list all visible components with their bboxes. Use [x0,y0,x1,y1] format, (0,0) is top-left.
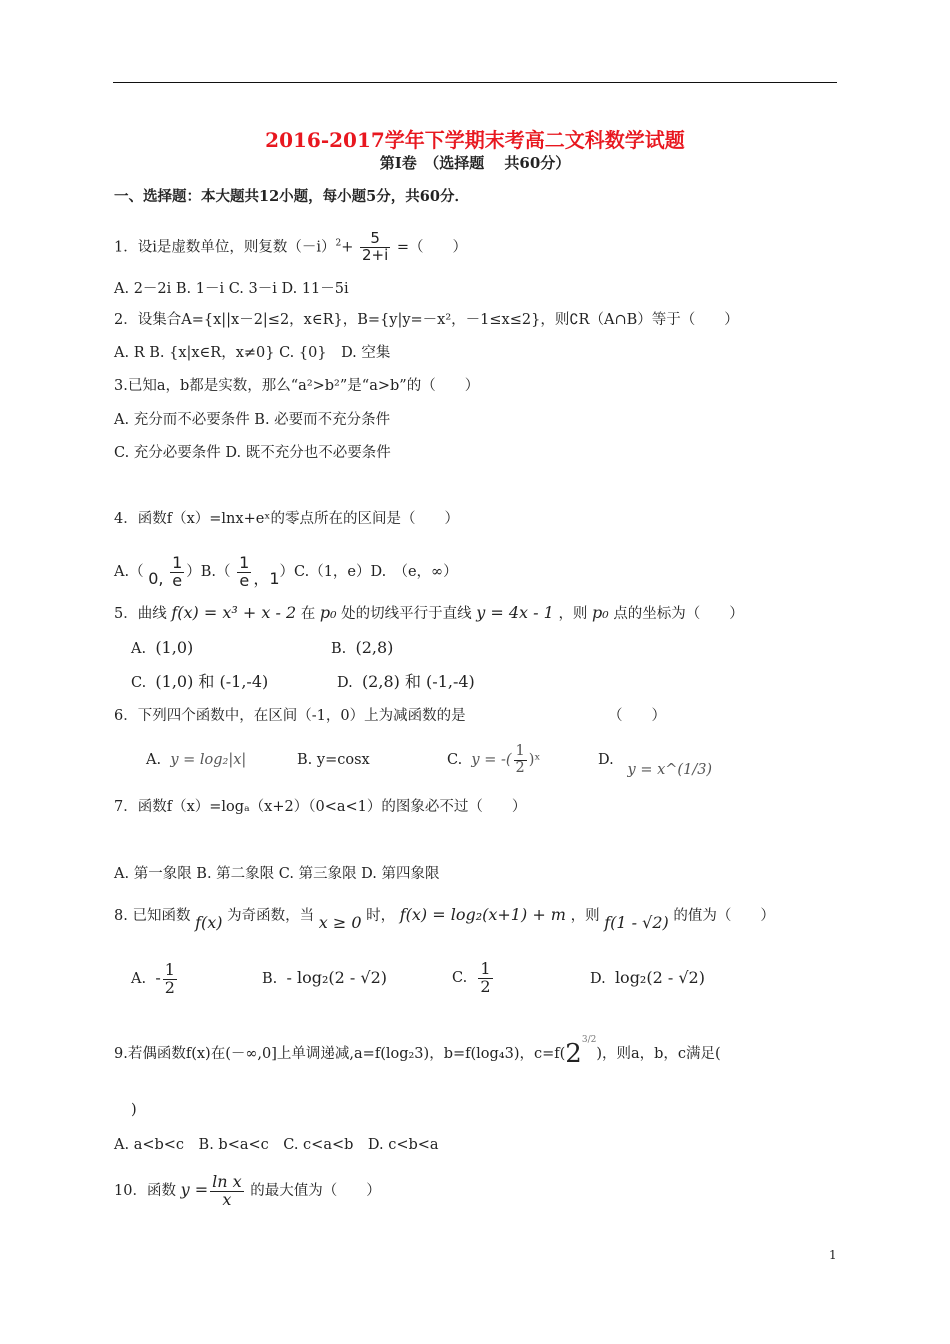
q5-stem-a: 5．曲线 [114,606,167,622]
q6-opt-d: D. y = x^(1/3) [598,752,713,778]
q5-opt-d: D. (2,8) 和 (-1,-4) [337,672,475,691]
q5-p0: p₀ [319,603,337,622]
question-9: 9.若偶函数f(x)在(－∞,0]上单调递减,a=f(log₂3)，b=f(log₄3)，$c=f(2^{3/2})$，则a，b，c满足( [114,1035,721,1069]
q4-frac-a: $\frac{1}{e}$ [172,552,183,590]
question-7: 7．函数f（x）=logₐ（x+2）（0<a<1）的图象必不过（ ） [114,799,527,815]
q2-options: A. R B. {x|x∈R，x≠0} C. {0} D. 空集 [114,345,391,361]
q8-opt-a: A. - $\frac{1}{2}$ [131,959,175,997]
q4-opt-a-zero: 0, [148,569,164,588]
header-rule [113,82,837,83]
q5-func: f(x) = x³ + x - 2 [171,603,297,622]
q4-options [114,552,458,592]
q3-options-cd: C. 充分必要条件 D. 既不充分也不必要条件 [114,445,391,461]
exam-title: 2016-2017学年下学期末考高二文科数学试题 [265,128,685,152]
question-6: 6．下列四个函数中，在区间（-1，0）上为减函数的是 [114,708,466,724]
q8-opt-b: B. - log₂(2 - √2) [262,968,387,987]
q1-stem-c: =（ ） [396,239,468,256]
q5-stem-d: ，则 [558,606,588,622]
q7-options: A. 第一象限 B. 第二象限 C. 第三象限 D. 第四象限 [114,866,440,882]
section-heading: 一、选择题：本大题共12小题，每小题5分，共60分． [114,188,469,205]
question-1 [114,231,467,264]
q5-opt-b: B. (2,8) [331,638,394,657]
question-2: 2．设集合A={x||x－2|≤2，x∈R}，B={y|y=－x²，－1≤x≤2}，则∁R（A∩B）等于（ ） [114,312,739,328]
q5-stem-e: 点的坐标为（ ） [613,606,744,622]
question-5 [114,602,744,625]
q8-opt-d: D. log₂(2 - √2) [590,968,705,987]
q6-opt-c: C. y = -( $\frac{1}{2}$ )ˣ [447,743,541,776]
page-number: 1 [829,1248,837,1262]
q5-p0-2: p₀ [592,603,609,622]
q6-opt-b: B. y=cosx [297,752,370,768]
q5-stem-c: 处的切线平行于直线 [341,606,472,622]
q4-opt-b-post: ，1 [253,569,280,588]
q6-paren: （ ） [608,708,666,724]
q8-opt-c: C. $\frac{1}{2}$ [452,958,491,996]
question-8: 8. 已知函数 f(x) 为奇函数，当 x ≥ 0 时， f(x) = log₂(x+1) + m ，则 f(1 - √2) 的值为（ ） [114,905,775,932]
q1-stem-a: 1．设i是虚数单位，则复数（－i） [114,239,336,256]
question-3: 3.已知a，b都是实数，那么“a²>b²”是“a>b”的（ ） [114,378,480,394]
q4-frac-b: $\frac{1}{e}$ [239,552,250,590]
q6-opt-a: A. y = log₂|x| [146,752,247,768]
q5-line: y = 4x - 1 [476,603,554,622]
q5-opt-c: C. (1,0) 和 (-1,-4) [131,672,269,691]
q1-fraction: $\frac{5}{2+i}$ [362,229,389,264]
exam-subtitle: 第Ⅰ卷 （选择题 共60分） [379,154,571,172]
q5-opt-a: A. (1,0) [131,638,194,657]
q4-opt-b-pre: ）B.（ [186,564,231,580]
q9-close: ) [131,1102,137,1118]
q4-opt-a-pre: A.（ [114,564,144,580]
q1-options: A. 2－2i B. 1－i C. 3－i D. 11－5i [114,281,349,297]
q1-sup: 2 [335,238,342,249]
q3-options-ab: A. 充分而不必要条件 B. 必要而不充分条件 [114,412,391,428]
q1-stem-b: + [341,239,354,256]
q9-options: A. a<b<c B. b<a<c C. c<a<b D. c<b<a [114,1137,439,1153]
question-10: 10．函数 y = $\frac{\text{ln x}}{x}$ 的最大值为（ ） [114,1171,381,1209]
q4-opt-rest: ）C.（1，e）D. （e，∞） [279,564,458,580]
question-4: 4．函数f（x）=lnx+eˣ的零点所在的区间是（ ） [114,511,459,527]
q5-stem-b: 在 [300,606,316,622]
